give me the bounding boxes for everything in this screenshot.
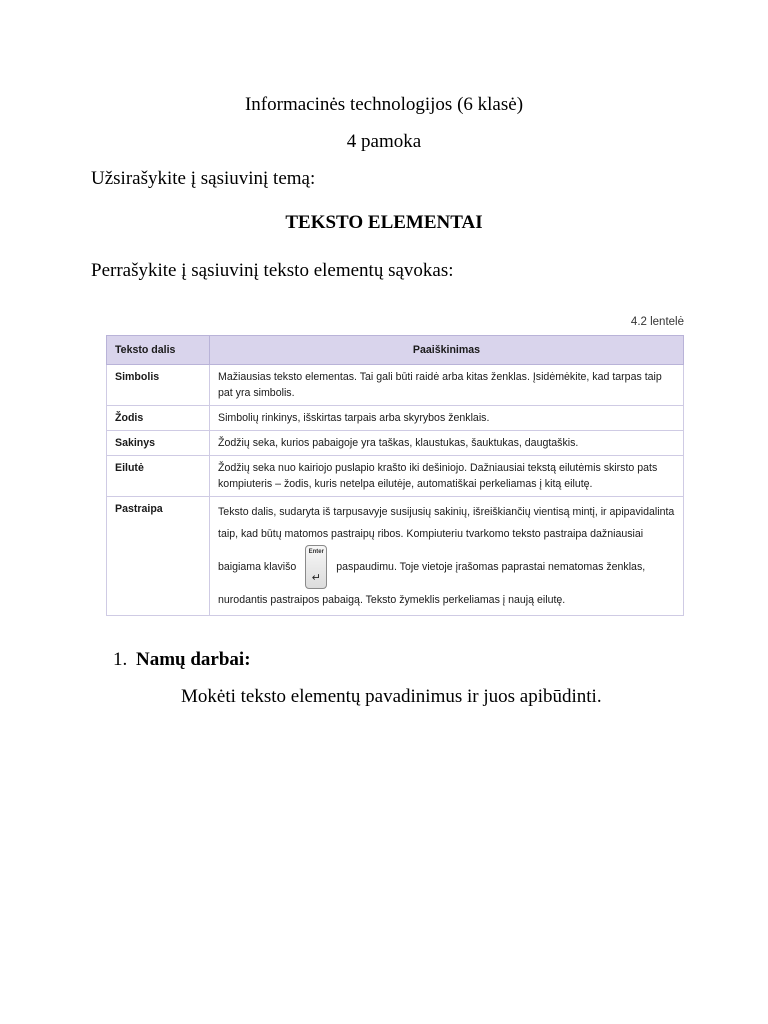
homework-title: Namų darbai: [136, 649, 251, 670]
table-row [107, 456, 684, 497]
row-explanation: Žodžių seka nuo kairiojo puslapio krašto iki dešiniojo. Dažniausiai tekstą eilutėmis skirsto pats kompiuteris – žodis, kuris netelpa eilutėje, automatiškai perkeliamas į kitą eilutę. [210, 456, 684, 497]
row-term: Eilutė [107, 456, 210, 497]
row-term: Žodis [107, 406, 210, 431]
paragraph-text-before: Teksto dalis, sudaryta iš tarpusavyje susijusių sakinių, išreiškiančių vientisą mintį, ir apipavidalinta taip, kad būtų matomos pastraipų ribos. Kompiuteriu tvarkomo teksto pastraipa dažniausiai baigiama klavišo [218, 506, 675, 573]
row-explanation [210, 497, 684, 616]
row-term: Pastraipa [107, 497, 210, 616]
homework-number: 1. [113, 649, 128, 670]
text-elements-table [106, 335, 684, 616]
row-term: Sakinys [107, 431, 210, 456]
lesson-number: 4 pamoka [346, 131, 422, 152]
table-row [107, 365, 684, 406]
instruction-copy: Perrašykite į sąsiuvinį teksto elementų sąvokas: [91, 260, 454, 281]
table-header-term: Teksto dalis [107, 336, 210, 365]
paragraph-text-after: paspaudimu. Toje vietoje įrašomas paprastai nematomas ženklas, nurodantis pastraipos pabaigą. Teksto žymeklis perkeliamas į naują eilutę. [218, 560, 646, 606]
instruction-topic: Užsirašykite į sąsiuvinį temą: [91, 168, 316, 189]
table-row [107, 431, 684, 456]
table-row [107, 406, 684, 431]
table-row [107, 497, 684, 616]
row-explanation: Simbolių rinkinys, išskirtas tarpais arba skyrybos ženklais. [210, 406, 684, 431]
return-arrow-icon: ↵ [311, 572, 321, 584]
table-header-explanation: Paaiškinimas [210, 336, 684, 365]
table-caption: 4.2 lentelė [630, 316, 684, 328]
enter-key-icon [305, 545, 327, 589]
row-term: Simbolis [107, 365, 210, 406]
homework-text: Mokėti teksto elementų pavadinimus ir juos apibūdinti. [181, 686, 602, 707]
table-header-row [107, 336, 684, 365]
row-explanation: Mažiausias teksto elementas. Tai gali būti raidė arba kitas ženklas. Įsidėmėkite, kad tarpas taip pat yra simbolis. [210, 365, 684, 406]
course-title: Informacinės technologijos (6 klasė) [244, 94, 524, 115]
topic-title: TEKSTO ELEMENTAI [285, 212, 483, 233]
row-explanation: Žodžių seka, kurios pabaigoje yra taškas, klaustukas, šauktukas, daugtaškis. [210, 431, 684, 456]
enter-key-label: Enter [308, 549, 324, 555]
